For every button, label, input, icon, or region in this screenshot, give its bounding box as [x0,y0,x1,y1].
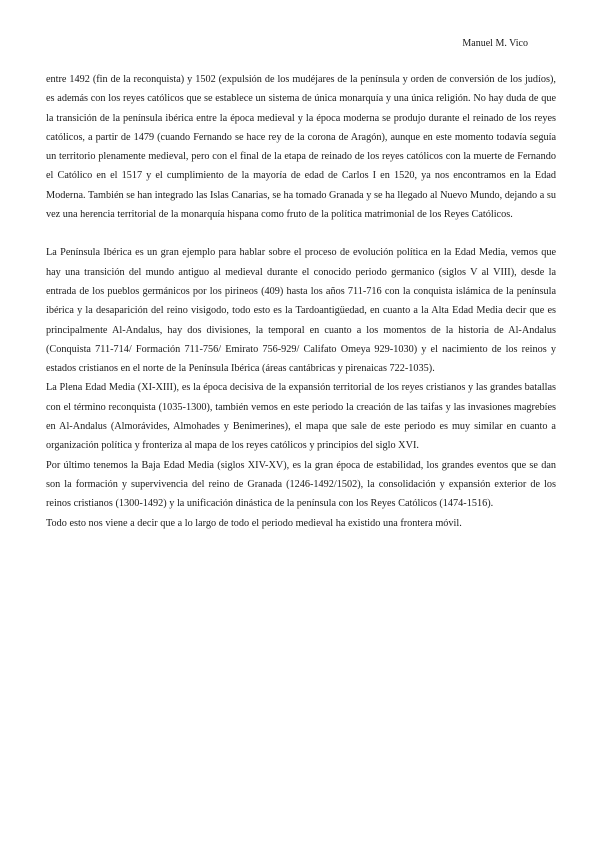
body-text [46,70,556,533]
paragraph-baja-edad-media: Por último tenemos la Baja Edad Media (siglos XIV-XV), es la gran época de estabilidad, los grandes eventos que se dan son la formación y supervivencia del reino de Granada (1246-1492/1502), la consolidación y expansión exterior de los reinos cristianos (1300-1492) y la unificación dinástica de la península con los Reyes Católicos (1474-1516). [46,459,556,510]
paragraph-conclusion: Todo esto nos viene a decir que a lo largo de todo el periodo medieval ha existido una frontera móvil. [46,517,462,529]
paragraph-peninsula-iberica: La Península Ibérica es un gran ejemplo para hablar sobre el proceso de evolución política en la Edad Media, vemos que hay una transición del mundo antiguo al medieval durante el conocido periodo germanico (siglos V al VIII), desde la entrada de los pueblos germánicos por los pirineos (409) hasta los años 711-716 con la conquista islámica de la península ibérica y la desaparición del reino visigodo, todo esto es la Tardoantigüedad, en cuanto a la Alta Edad Media decir que es principalmente Al-Andalus, hay dos divisiones, la temporal en cuanto a los momentos de la historia de Al-Andalus (Conquista 711-714/ Formación 711-756/ Emirato 756-929/ Califato Omeya 929-1030) y el nacimiento de los reinos y estados cristianos en el norte de la Península Ibérica (áreas cantábricas y pirenaicas 722-1035). [46,247,556,375]
paragraph-plena-edad-media: La Plena Edad Media (XI-XIII), es la época decisiva de la expansión territorial de los reyes cristianos y las grandes batallas con el término reconquista (1035-1300), también vemos en este periodo la creación de las taifas y las invasiones magrebíes en Al-Andalus (Almorávides, Almohades y Benimerines), el mapa que sale de este periodo es muy similar en cuanto a organización política y fronteriza al mapa de los reyes católicos y principios del siglo XVI. [46,382,556,452]
header-author: Manuel M. Vico [462,38,528,49]
paragraph-reyes-catolicos: entre 1492 (fin de la reconquista) y 1502 (expulsión de los mudéjares de la península y orden de conversión de los judíos), es además con los reyes católicos que se establece un sistema de única monarquía y una única religión. No hay duda de que la transición de la península ibérica entre la época medieval y la época moderna se produjo durante el reinado de los reyes católicos, a partir de 1479 (cuando Fernando se hace rey de la corona de Aragón), aunque en este momento todavía seguía un territorio plenamente medieval, pero con el final de la etapa de reinado de los reyes católicos con la muerte de Fernando el Católico en el 1517 y el cumplimiento de la mayoría de edad de Carlos I en 1520, ya nos encontramos en la Edad Moderna. También se han integrado las Islas Canarias, se ha tomado Granada y se ha llegado al Nuevo Mundo, dejando a su vez una herencia territorial de la monarquía hispana como fruto de la política matrimonial de los Reyes Católicos. [46,74,556,221]
